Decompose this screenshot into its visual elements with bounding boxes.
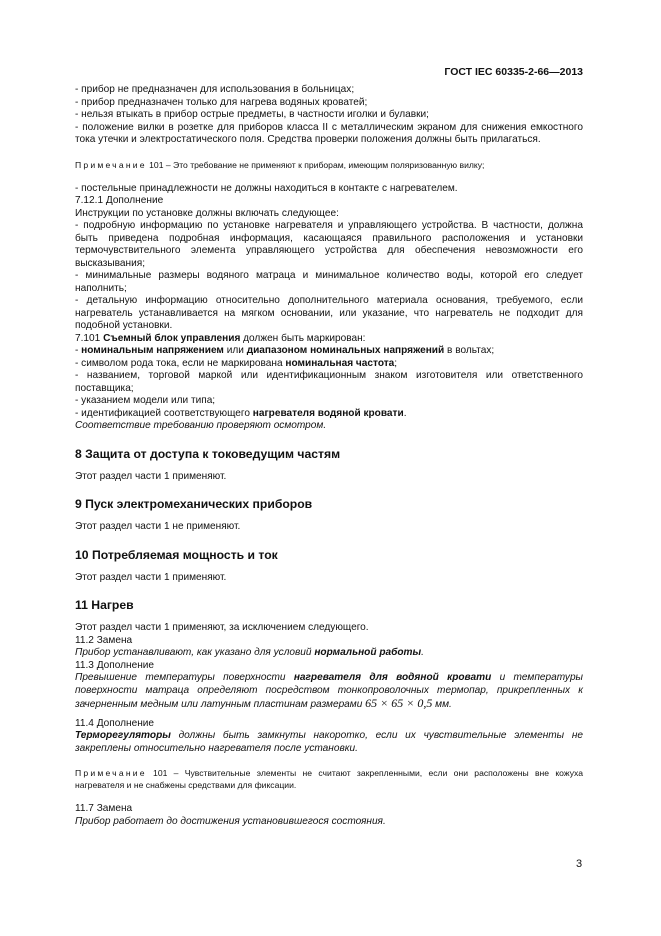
list-item: - положение вилки в розетке для приборов класса II с металлическим экраном для снижения емкостного тока утечки и электростатического поля. Средства проверки положения должны быть прилагаться. xyxy=(75,121,583,145)
clause-7-101: 7.101 Съемный блок управления должен быть маркирован: xyxy=(75,332,366,344)
clause-heading: 11.4 Дополнение xyxy=(75,717,155,729)
clause-heading: 11.3 Дополнение xyxy=(75,659,155,671)
list-item: - символом рода тока, если не маркирована номинальная частота; xyxy=(75,357,398,369)
standard-header: ГОСТ IEC 60335-2-66—2013 xyxy=(444,66,583,78)
note-label: Примечание xyxy=(75,159,147,170)
clause-11-3-text: Превышение температуры поверхности нагревателя для водяной кровати и температуры поверхности матраца определяют посредством тонкопроволочных термопар, прикрепленных к зачерненным медным или латунным пластинам размерами 65 × 65 × 0,5 мм. xyxy=(75,672,583,710)
note-101-b xyxy=(75,767,583,791)
section-8-title: 8 Защита от доступа к токоведущим частям xyxy=(75,446,341,461)
clause-11-2-text: Прибор устанавливают, как указано для условий нормальной работы. xyxy=(75,647,424,658)
clause-heading: 7.12.1 Дополнение xyxy=(75,195,164,206)
section-8-text: Этот раздел части 1 применяют. xyxy=(75,470,227,482)
document-body xyxy=(75,84,583,828)
section-9-title: 9 Пуск электромеханических приборов xyxy=(75,497,313,511)
page-number: 3 xyxy=(576,858,583,870)
list-item: - указанием модели или типа; xyxy=(75,395,216,406)
list-item: - названием, торговой маркой или идентификационным знаком изготовителя или ответственного поставщика; xyxy=(75,370,583,394)
list-item: - прибор не предназначен для использования в больницах; xyxy=(75,84,355,95)
list-item: - постельные принадлежности не должны находиться в контакте с нагревателем. xyxy=(75,182,458,194)
section-11-title: 11 Нагрев xyxy=(75,598,134,612)
note-text: 101 – Чувствительные элементы не считают закрепленными, если они расположены вне кожуха нагревателя и не снабжены средствами для фиксации. xyxy=(75,768,583,790)
list-item: - детальную информацию относительно дополнительного материала основания, требуемого, если нагреватель устанавливается на мягком основании, или указание, что нагреватель не подходит для подобной установки. xyxy=(75,295,583,331)
list-item: - нельзя втыкать в прибор острые предметы, в частности иголки и булавки; xyxy=(75,109,429,120)
paragraph: Инструкции по установке должны включать следующее: xyxy=(75,207,339,219)
list-item: - номинальным напряжением или диапазоном номинальных напряжений в вольтах; xyxy=(75,345,495,356)
section-9-text: Этот раздел части 1 не применяют. xyxy=(75,521,241,532)
section-10-title: 10 Потребляемая мощность и ток xyxy=(75,547,278,562)
section-10-text: Этот раздел части 1 применяют. xyxy=(75,571,227,583)
clause-11-4-text: Терморегуляторы должны быть замкнуты накоротко, если их чувствительные элементы не закреплены относительно нагревателя после установки. xyxy=(75,730,583,754)
clause-11-7-text: Прибор работает до достижения установившегося состояния. xyxy=(75,815,386,827)
list-item: - прибор предназначен только для нагрева водяных кроватей; xyxy=(75,96,368,108)
list-item: - минимальные размеры водяного матраца и минимальное количество воды, которой его следует наполнить; xyxy=(75,270,583,294)
list-item: - подробную информацию по установке нагревателя и управляющего устройства. В частности, должна быть приведена подробная информация, касающаяся правильного расположения и установки термочувствительного элемента управляющего устройства для обеспечения невозможности его высказывания; xyxy=(75,220,583,269)
list-item: - идентификацией соответствующего нагревателя водяной кровати. xyxy=(75,407,407,419)
note-text: 101 – Это требование не применяют к приборам, имеющим поляризованную вилку; xyxy=(146,159,485,170)
note-101-a xyxy=(75,159,583,171)
section-11-text: Этот раздел части 1 применяют, за исключением следующего. xyxy=(75,622,369,633)
clause-heading: 11.2 Замена xyxy=(75,634,133,646)
clause-heading: 11.7 Замена xyxy=(75,803,133,814)
note-label: Примечание xyxy=(75,768,147,778)
compliance-text: Соответствие требованию проверяют осмотром. xyxy=(75,420,327,431)
